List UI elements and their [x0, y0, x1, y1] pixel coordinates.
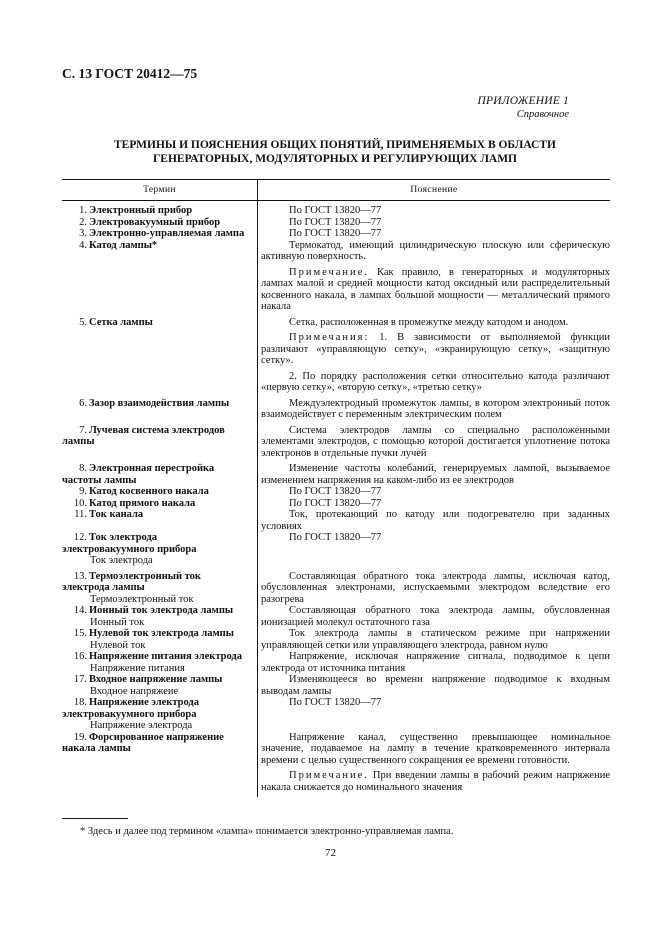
explanation-cell: [257, 228, 610, 240]
term-number: 2.: [79, 216, 87, 228]
explanation-paragraph: [261, 770, 610, 793]
explanation-paragraph: [261, 463, 610, 486]
explanation-paragraph: [261, 651, 610, 674]
table-row: [62, 228, 610, 240]
term-cell: [62, 425, 257, 460]
term-name: Ток канала: [89, 509, 144, 520]
term-line: [62, 605, 251, 617]
explanation-text: По ГОСТ 13820—77: [289, 532, 382, 543]
table-row: [62, 463, 610, 486]
term-cell: [62, 605, 257, 628]
term-short-form: Термоэлектронный ток: [90, 593, 194, 605]
terms-table-body: [62, 205, 610, 797]
term-number: 10.: [73, 497, 87, 509]
explanation-text: Ток электрода лампы в статическом режиме при напряжении управляющей сетки или управляющего электрода, равном нулю: [261, 628, 610, 651]
term-line: [62, 628, 251, 640]
explanation-cell: [257, 498, 610, 510]
explanation-paragraph: [261, 398, 610, 421]
term-line: [62, 317, 251, 329]
term-cell: [62, 228, 257, 240]
term-number: 12.: [73, 532, 87, 543]
term-number: 5.: [79, 316, 87, 328]
term-line: [62, 571, 251, 594]
explanation-text: По ГОСТ 13820—77: [289, 697, 382, 708]
table-top-rule: [62, 179, 610, 180]
term-cell: [62, 463, 257, 486]
term-number: 7.: [79, 424, 87, 436]
term-cell: [62, 509, 257, 532]
term-name: Нулевой ток электрода лампы: [89, 628, 234, 639]
explanation-text: 2. По порядку расположения сетки относительно катода различают «первую сетку», «вторую сетку», «третью сетку»: [261, 370, 610, 393]
term-cell: [62, 532, 257, 567]
explanation-text: По ГОСТ 13820—77: [289, 228, 382, 239]
table-row: [62, 697, 610, 732]
table-row: [62, 317, 610, 394]
table-row: [62, 425, 610, 460]
term-number: 17.: [73, 674, 87, 685]
term-line: [62, 463, 251, 486]
term-cell: [62, 398, 257, 421]
term-short-form: Ионный ток: [90, 616, 145, 628]
note-label: Примечание.: [289, 266, 369, 278]
row-gap: [62, 793, 610, 797]
explanation-cell: [257, 425, 610, 460]
term-line: [62, 240, 251, 252]
term-number: 3.: [79, 228, 87, 239]
explanation-paragraph: [261, 228, 610, 240]
explanation-text: Изменяющееся во времени напряжение подводимое к входным выводам лампы: [261, 674, 610, 697]
term-short-form: Напряжение электрода: [90, 720, 193, 731]
term-short-form: Входное напряжеие: [90, 685, 179, 697]
explanation-text: Составляющая обратного тока электрода лампы, обусловленная ионизацией молекул остаточного газа: [261, 605, 610, 628]
explanation-paragraph: [261, 605, 610, 628]
explanation-text: Изменение частоты колебаний, генерируемых лампой, вызываемое изменением напряжения на каком-либо из ее электродов: [261, 463, 610, 486]
explanation-cell: [257, 674, 610, 697]
term-cell: [62, 205, 257, 217]
term-number: 6.: [79, 397, 87, 409]
table-row: [62, 240, 610, 313]
explanation-paragraph: [261, 240, 610, 263]
explanation-paragraph: [261, 532, 610, 544]
explanation-cell: [257, 571, 610, 606]
header-bottom-rule: [62, 200, 610, 201]
term-number: 19.: [73, 731, 87, 743]
term-cell: [62, 674, 257, 697]
term-name: Ионный ток электрода лампы: [89, 605, 234, 616]
term-cell: [62, 498, 257, 510]
term-short-form: Ток электрода: [90, 555, 153, 566]
term-line: [62, 228, 251, 240]
footnote-separator: [62, 818, 128, 819]
explanation-paragraph: [261, 317, 610, 329]
explanation-text: По ГОСТ 13820—77: [289, 486, 382, 497]
explanation-cell: [257, 463, 610, 486]
term-name: Электронная перестройка частоты лампы: [62, 463, 215, 486]
term-name: Лучевая система электродов лампы: [62, 424, 225, 447]
table-row: [62, 498, 610, 510]
explanation-paragraph: [261, 732, 610, 767]
header-column-divider: [257, 179, 258, 200]
page-number: 72: [325, 847, 336, 859]
term-name: Электровакуумный прибор: [89, 216, 221, 228]
table-row: [62, 571, 610, 606]
explanation-text: Система электродов лампы со специально расположенными элементами электродов, с помощью которой достигается уплотнение потока электронов в отдельные пучки лучей: [261, 424, 610, 459]
table-row: [62, 205, 610, 217]
term-name: Зазор взаимодействия лампы: [89, 397, 230, 409]
term-cell: [62, 317, 257, 394]
term-cell: [62, 240, 257, 313]
term-line: [62, 498, 251, 510]
explanation-paragraph: [261, 486, 610, 498]
term-line: [62, 217, 251, 229]
explanation-text: По ГОСТ 13820—77: [289, 205, 382, 216]
column-header-explanation: Пояснение: [410, 185, 458, 195]
explanation-cell: [257, 732, 610, 794]
term-cell: [62, 628, 257, 651]
explanation-paragraph: [261, 267, 610, 313]
explanation-paragraph: [261, 674, 610, 697]
explanation-paragraph: [261, 371, 610, 394]
table-row: [62, 628, 610, 651]
explanation-paragraph: [261, 697, 610, 709]
explanation-paragraph: [261, 628, 610, 651]
explanation-text: Термокатод, имеющий цилиндрическую плоскую или сферическую активную поверхность.: [261, 239, 610, 262]
explanation-text: Междуэлектродный промежуток лампы, в котором электронный поток взаимодействует с переменным электрическим полем: [261, 397, 610, 420]
note-label: Примечания:: [289, 332, 370, 343]
term-name: Термоэлектронный ток электрода лампы: [62, 570, 201, 593]
term-number: 13.: [73, 570, 87, 582]
term-cell: [62, 732, 257, 794]
term-name: Ток электрода электровакуумного прибора: [62, 532, 197, 555]
explanation-text: Напряжение канал, существенно превышающее номинальное значение, подаваемое на лампу в течение кратковременного интервала времени с целью существенного сокращения ее времени готовности.: [261, 731, 610, 766]
explanation-text: Напряжение, исключая напряжение сигнала, подводимое к цепи электрода от источника питания: [261, 651, 610, 674]
term-cell: [62, 217, 257, 229]
table-row: [62, 674, 610, 697]
term-number: 18.: [73, 697, 87, 708]
table-row: [62, 509, 610, 532]
term-name: Электронный прибор: [89, 205, 193, 216]
term-line: [62, 532, 251, 555]
explanation-cell: [257, 486, 610, 498]
term-number: 1.: [79, 205, 87, 216]
explanation-text: Составляющая обратного тока электрода лампы, исключая катод, обусловленная электронами, испускаемыми электродом вследствие его разогрева: [261, 570, 610, 605]
explanation-paragraph: [261, 498, 610, 510]
column-header-term: Термин: [143, 185, 176, 195]
footnote: * Здесь и далее под термином «лампа» понимается электронно-управляемая лампа.: [80, 826, 454, 837]
explanation-text: По ГОСТ 13820—77: [289, 497, 382, 509]
term-name: Катод прямого накала: [89, 497, 196, 509]
term-line: [62, 697, 251, 720]
term-cell: [62, 486, 257, 498]
explanation-text: Сетка, расположенная в промежутке между катодом и анодом.: [289, 316, 569, 328]
term-name: Сетка лампы: [89, 316, 153, 328]
document-header: С. 13 ГОСТ 20412—75: [62, 66, 198, 81]
explanation-cell: [257, 509, 610, 532]
table-row: [62, 532, 610, 567]
table-row: [62, 486, 610, 498]
term-name: Входное напряжение лампы: [89, 674, 223, 685]
explanation-cell: [257, 532, 610, 567]
term-cell: [62, 571, 257, 606]
explanation-text: Как правило, в генераторных и модуляторных лампах малой и средней мощности катод оксидный или распределительный косвенного накала, в лампах большой мощности — металлический прямого накала: [261, 266, 610, 312]
term-number: 15.: [73, 628, 87, 639]
explanation-cell: [257, 628, 610, 651]
term-number: 14.: [73, 605, 87, 616]
term-number: 9.: [79, 486, 87, 497]
explanation-text: При введении лампы в рабочий режим напряжение накала снижается до номинального значения: [261, 770, 610, 793]
note-label: Примечание.: [289, 770, 369, 781]
term-short-form: Нулевой ток: [90, 639, 146, 651]
term-line: [62, 398, 251, 410]
term-cell: [62, 651, 257, 674]
appendix-label: ПРИЛОЖЕНИЕ 1: [477, 95, 569, 107]
explanation-paragraph: [261, 425, 610, 460]
term-line: [62, 732, 251, 755]
explanation-cell: [257, 651, 610, 674]
explanation-cell: [257, 217, 610, 229]
appendix-sublabel: Справочное: [516, 109, 569, 120]
term-name: Катод лампы*: [89, 239, 158, 251]
page-title-line-2: ГЕНЕРАТОРНЫХ, МОДУЛЯТОРНЫХ И РЕГУЛИРУЮЩИХ ЛАМП: [152, 153, 518, 165]
explanation-text: Ток, протекающий по катоду или подогревателю при заданных условиях: [261, 509, 610, 532]
explanation-cell: [257, 398, 610, 421]
explanation-cell: [257, 697, 610, 732]
term-name: Напряжение электрода электровакуумного прибора: [62, 697, 199, 720]
explanation-paragraph: [261, 332, 610, 367]
explanation-paragraph: [261, 571, 610, 606]
term-line: [62, 509, 251, 521]
table-row: [62, 732, 610, 794]
explanation-text: По ГОСТ 13820—77: [289, 216, 382, 228]
term-short-form: Напряжение питания: [90, 662, 185, 674]
term-number: 8.: [79, 463, 87, 474]
page-title: [60, 138, 610, 166]
page-title-line-1: ТЕРМИНЫ И ПОЯСНЕНИЯ ОБЩИХ ПОНЯТИЙ, ПРИМЕНЯЕМЫХ В ОБЛАСТИ: [114, 139, 556, 151]
explanation-paragraph: [261, 217, 610, 229]
term-name: Катод косвенного накала: [89, 486, 209, 497]
term-line: [62, 486, 251, 498]
explanation-cell: [257, 240, 610, 313]
term-line: [62, 425, 251, 448]
explanation-paragraph: [261, 509, 610, 532]
term-number: 16.: [73, 651, 87, 662]
table-row: [62, 651, 610, 674]
table-row: [62, 605, 610, 628]
term-name: Форсированное напряжение накала лампы: [62, 731, 224, 754]
term-line: [62, 651, 251, 663]
explanation-cell: [257, 205, 610, 217]
table-row: [62, 217, 610, 229]
table-row: [62, 398, 610, 421]
term-name: Напряжение питания электрода: [89, 651, 242, 662]
term-line: [62, 674, 251, 686]
explanation-text: 1. В зависимости от выполняемой функции различают «управляющую сетку», «экранирующую сетку», «защитную сетку».: [261, 332, 610, 366]
term-number: 11.: [74, 509, 87, 520]
explanation-cell: [257, 317, 610, 394]
term-line: [62, 205, 251, 217]
term-name: Электронно-управляемая лампа: [89, 228, 245, 239]
explanation-cell: [257, 605, 610, 628]
term-cell: [62, 697, 257, 732]
term-number: 4.: [79, 239, 87, 251]
explanation-paragraph: [261, 205, 610, 217]
appendix-label-block: [477, 95, 569, 121]
